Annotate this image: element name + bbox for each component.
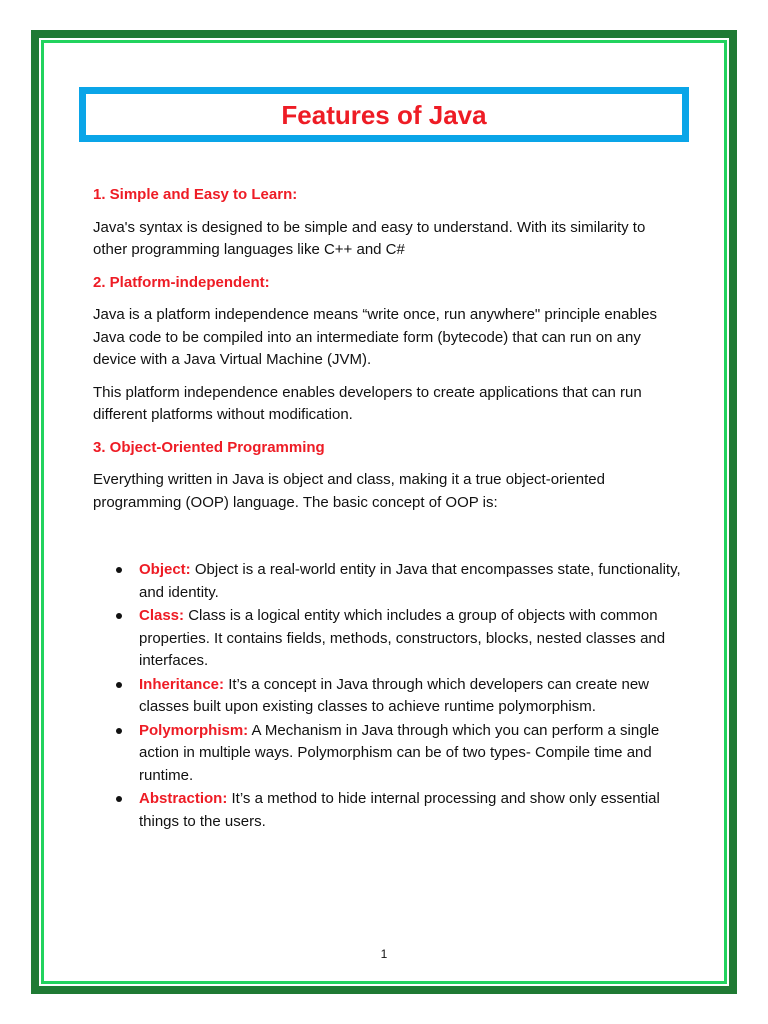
list-item-term: Inheritance: [139, 675, 225, 693]
list-item-term: Polymorphism: [139, 721, 249, 739]
bullet-icon [116, 796, 122, 802]
list-item-term: Object: [139, 561, 191, 578]
section-paragraph: Java is a platform independence means “write once, run anywhere" principle enables Java code to be compiled into an intermediate form (bytecode) that can run on any device with a Java Virtual Machine (JVM). [93, 306, 657, 368]
title-box [79, 87, 689, 142]
bullet-icon [116, 682, 122, 688]
list-item-text: It’s a concept in Java through which developers can create new classes built upon existing classes to achieve runtime polymorphism. [139, 675, 650, 715]
list-item-text: A Mechanism in Java through which you can perform a single action in multiple ways. Polymorphism can be of two types- Compile time and runtime. [139, 721, 660, 784]
bullet-icon [116, 728, 122, 734]
list-item-term: Abstraction: [139, 790, 228, 807]
section-paragraph: Java's syntax is designed to be simple and easy to understand. With its similarity to other programming languages like C++ and C# [93, 218, 646, 258]
section-platform [93, 272, 683, 427]
oop-concepts-list [93, 559, 683, 833]
section-paragraph: Everything written in Java is object and class, making it a true object-oriented programming (OOP) language. The basic concept of OOP is: [93, 471, 605, 511]
list-item-text: Object is a real-world entity in Java that encompasses state, functionality, and identity. [139, 561, 681, 601]
section-heading: 3. Object-Oriented Programming [93, 438, 325, 456]
list-item [93, 674, 683, 719]
section-paragraph: This platform independence enables developers to create applications that can run different platforms without modification. [93, 383, 642, 423]
page-title: Features of Java [281, 99, 487, 130]
list-item-term: Class: [139, 607, 185, 624]
list-item [93, 720, 683, 788]
bullet-icon [116, 567, 122, 573]
section-heading: 2. Platform-independent: [93, 273, 270, 291]
list-item [93, 788, 683, 833]
list-item [93, 559, 683, 604]
section-simple [93, 184, 683, 262]
section-heading: 1. Simple and Easy to Learn: [93, 186, 298, 203]
list-item-text: It’s a method to hide internal processing and show only essential things to the users. [139, 790, 660, 830]
list-item-text: Class is a logical entity which includes a group of objects with common properties. It contains fields, methods, constructors, blocks, nested classes and interfaces. [139, 607, 666, 669]
section-oop [93, 437, 683, 515]
list-item [93, 605, 683, 673]
bullet-icon [116, 613, 122, 619]
page-number: 1 [380, 947, 388, 961]
document-body [93, 184, 683, 834]
